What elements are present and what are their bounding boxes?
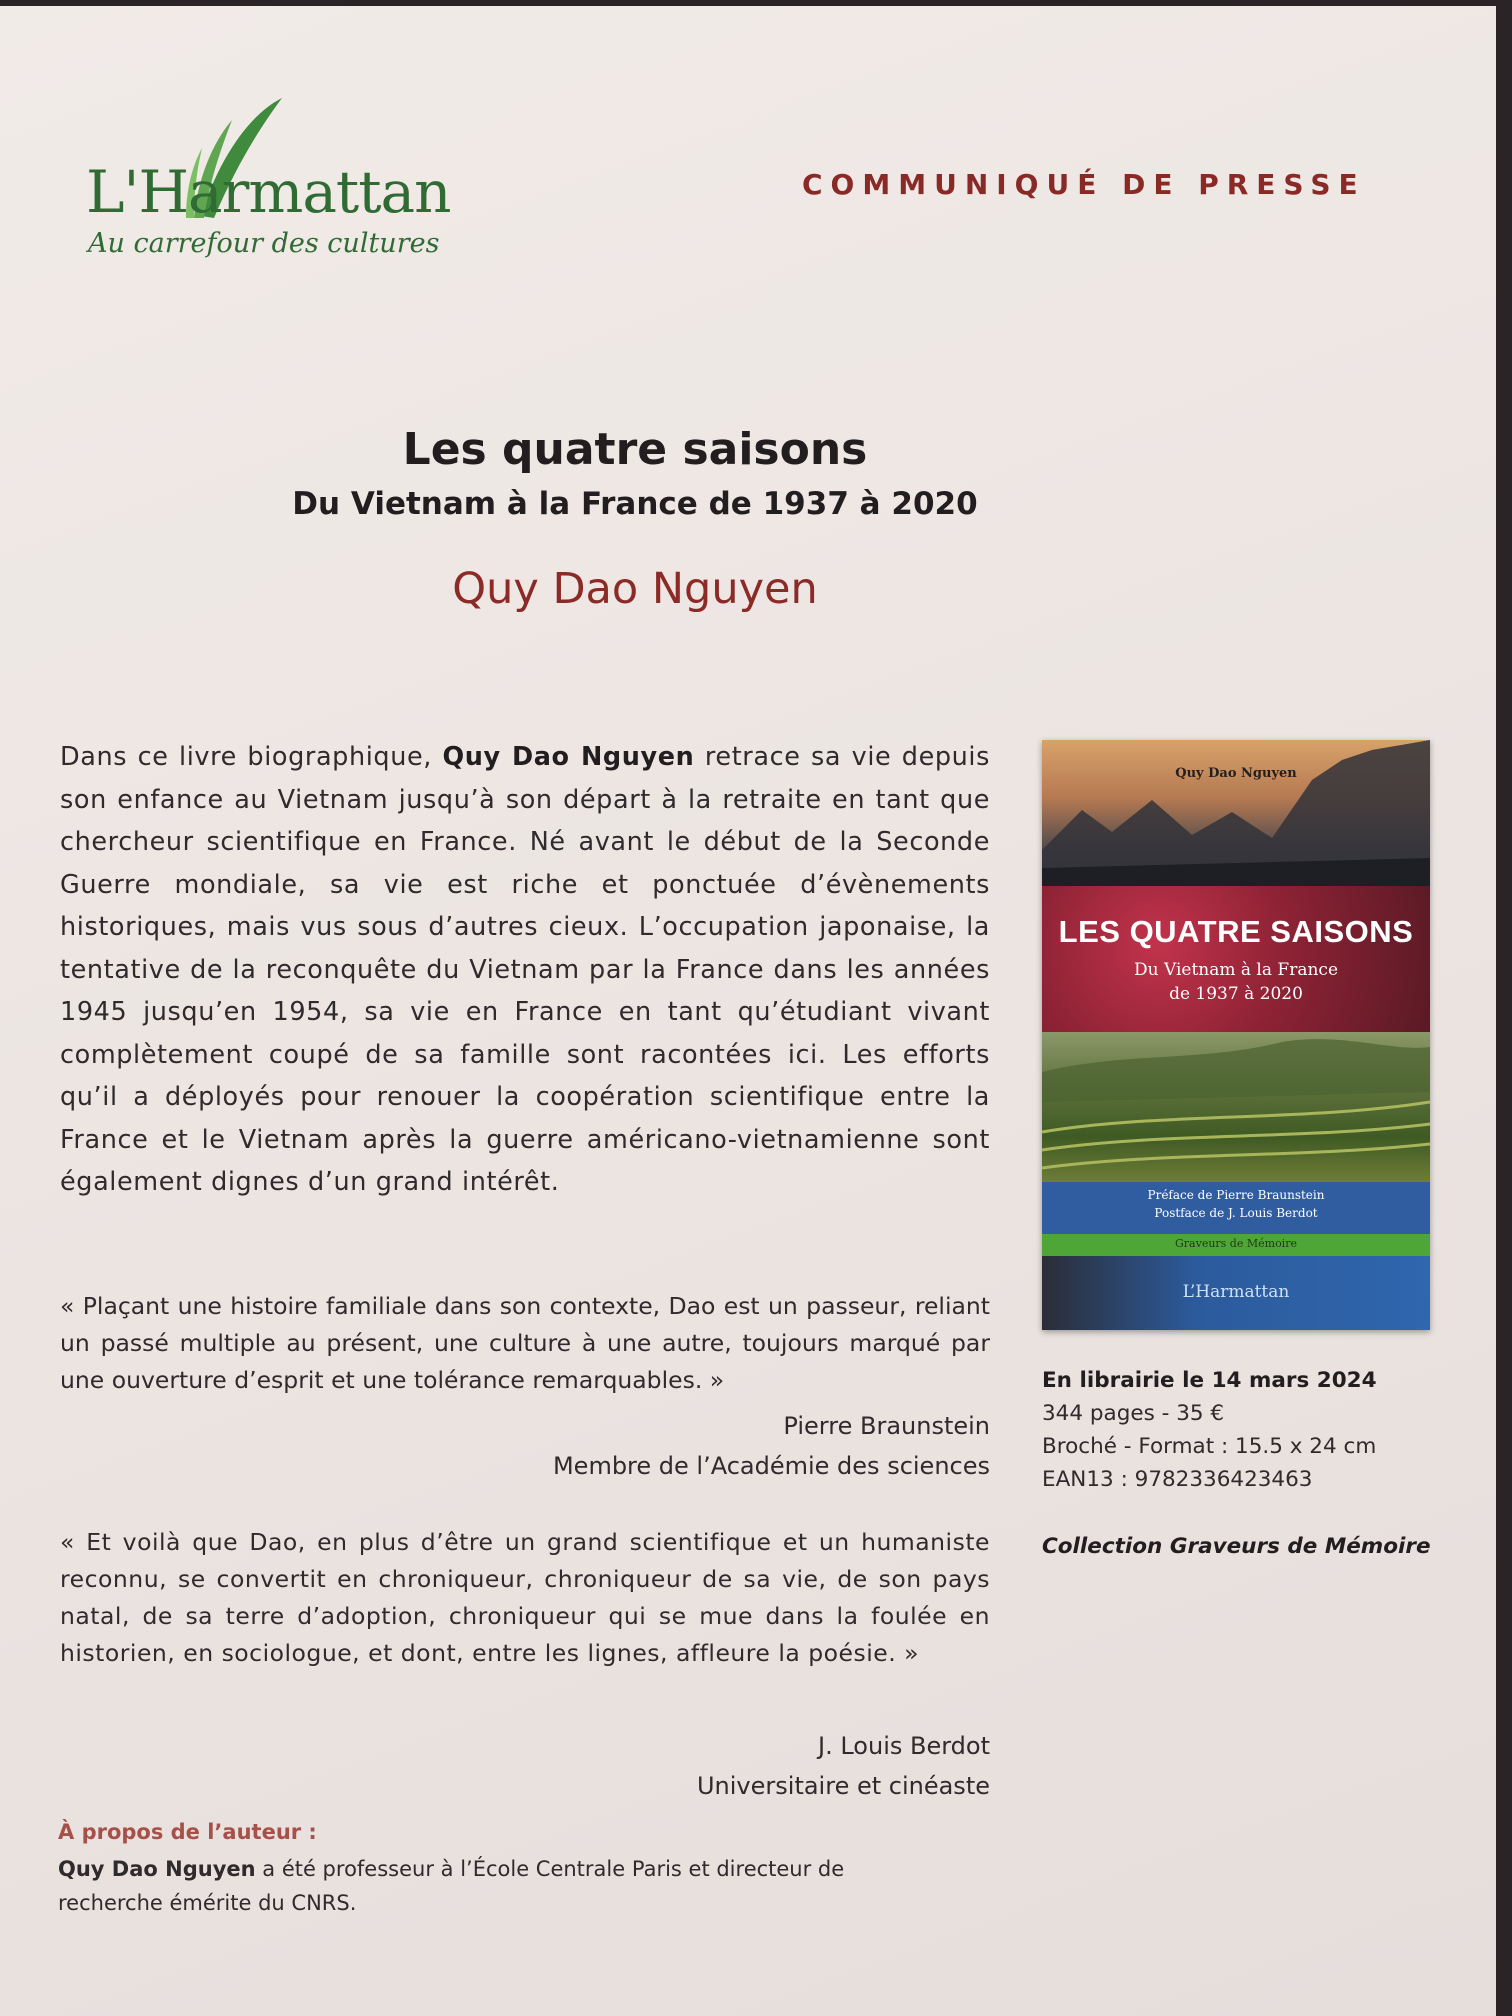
- cover-collection: Graveurs de Mémoire: [1175, 1237, 1297, 1250]
- book-description: [60, 736, 990, 1204]
- cover-subtitle-line2: de 1937 à 2020: [1169, 984, 1303, 1004]
- mountain-silhouette: [1042, 740, 1430, 886]
- cover-rice-field-band: [1042, 1032, 1430, 1182]
- press-release-label: COMMUNIQUÉ DE PRESSE: [802, 168, 1366, 201]
- quote-braunstein-name: Pierre Braunstein: [783, 1412, 990, 1440]
- quote-berdot: « Et voilà que Dao, en plus d’être un grand scientifique et un humaniste reconnu, se convertit en chroniqueur, chroniqueur de sa vie, de son pays natal, de sa terre d’adoption, chroniqueur qui se mue dans la foulée en historien, en sociologue, et dont, entre les lignes, affleure la poésie. »: [60, 1528, 990, 1667]
- release-date: En librairie le 14 mars 2024: [1042, 1368, 1377, 1393]
- description-author: Quy Dao Nguyen: [442, 742, 695, 772]
- book-format: Broché - Format : 15.5 x 24 cm: [1042, 1434, 1377, 1459]
- description-lead: Dans ce livre biographique,: [60, 742, 443, 772]
- quote-berdot-name: J. Louis Berdot: [818, 1732, 990, 1760]
- cover-subtitle-line1: Du Vietnam à la France: [1134, 960, 1338, 980]
- ean-code: EAN13 : 9782336423463: [1042, 1467, 1313, 1492]
- book-title: Les quatre saisons: [402, 424, 868, 475]
- logo-tagline: Au carrefour des cultures: [88, 228, 440, 259]
- quote-braunstein-role: Membre de l’Académie des sciences: [552, 1452, 990, 1480]
- cover-postface: Postface de J. Louis Berdot: [1154, 1206, 1318, 1220]
- rice-terraces: [1042, 1032, 1430, 1182]
- pages-price: 344 pages - 35 €: [1042, 1401, 1225, 1426]
- cover-title: LES QUATRE SAISONS: [1058, 914, 1414, 949]
- book-subtitle: Du Vietnam à la France de 1937 à 2020: [292, 486, 978, 522]
- cover-author: Quy Dao Nguyen: [1175, 766, 1297, 781]
- publisher-logo: [86, 96, 486, 276]
- cover-publisher: L’Harmattan: [1182, 1282, 1290, 1302]
- logo-name: L'Harmattan: [86, 158, 451, 226]
- quote-berdot-role: Universitaire et cinéaste: [696, 1772, 990, 1800]
- about-author-name: Quy Dao Nguyen: [58, 1857, 256, 1881]
- press-release-page: [0, 6, 1496, 2016]
- book-author: Quy Dao Nguyen: [452, 564, 818, 614]
- quote-braunstein: « Plaçant une histoire familiale dans son contexte, Dao est un passeur, reliant un passé multiple au présent, une culture à une autre, toujours marqué par une ouverture d’esprit et une tolérance remarquables. »: [60, 1292, 990, 1394]
- book-cover-image: [1042, 740, 1430, 1330]
- cover-preface: Préface de Pierre Braunstein: [1147, 1188, 1325, 1202]
- cover-flower-band: [1042, 886, 1430, 1032]
- about-author-bio: a été professeur à l’École Centrale Paris et directeur de recherche émérite du CNRS.: [58, 1857, 845, 1915]
- about-author-text: [58, 1852, 878, 1920]
- about-author-heading: À propos de l’auteur :: [58, 1820, 317, 1844]
- collection-name: Collection Graveurs de Mémoire: [1042, 1534, 1431, 1559]
- cover-mountain-band: [1042, 740, 1430, 886]
- description-text: retrace sa vie depuis son enfance au Vietnam jusqu’à son départ à la retraite en tant que chercheur scientifique en France. Né avant le début de la Seconde Guerre mondiale, sa vie est riche et ponctuée d’évènements historiques, mais vus sous d’autres cieux. L’occupation japonaise, la tentative de la reconquête du Vietnam par la France dans les années 1945 jusqu’en 1954, sa vie en France en tant qu’étudiant vivant complètement coupé de sa famille sont racontées ici. Les efforts qu’il a déployés pour renouer la coopération scientifique entre la France et le Vietnam après la guerre américano-vietnamienne sont également dignes d’un grand intérêt.: [60, 742, 990, 1197]
- book-info: [1042, 1364, 1431, 1563]
